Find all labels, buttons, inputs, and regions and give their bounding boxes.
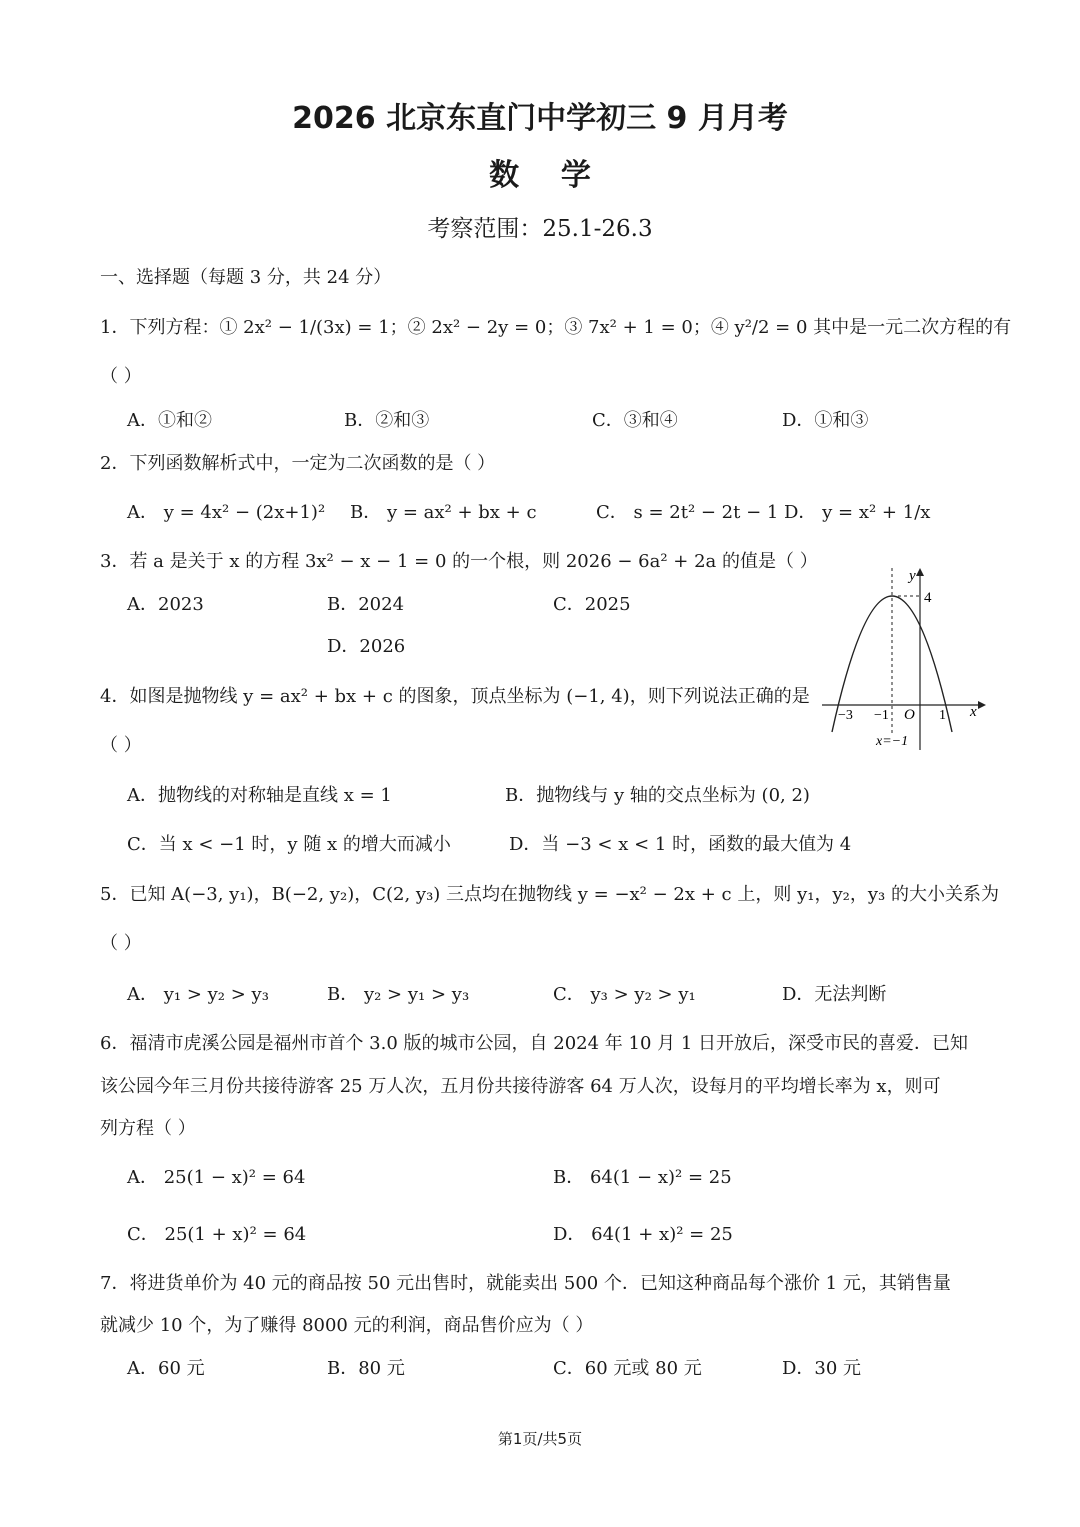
question-5-option-c: C． y₃ > y₂ > y₁ <box>553 984 696 1005</box>
y-axis-label: y <box>909 568 916 584</box>
question-3-stem: 3．若 a 是关于 x 的方程 3x² − x − 1 = 0 的一个根，则 2026 − 6a² + 2a 的值是（ ） <box>100 551 818 572</box>
question-4-option-b: B．抛物线与 y 轴的交点坐标为 (0, 2) <box>505 785 810 806</box>
y-axis-arrow <box>916 568 924 576</box>
question-1-option-c: C．③和④ <box>592 410 678 431</box>
page-footer: 第1页/共5页 <box>497 1430 583 1448</box>
question-7-line-1: 7．将进货单价为 40 元的商品按 50 元出售时，就能卖出 500 个．已知这种商品每个涨价 1 元，其销售量 <box>100 1273 951 1294</box>
question-3-option-a: A．2023 <box>127 594 204 615</box>
question-1-stem: 1．下列方程：① 2x² − 1/(3x) = 1；② 2x² − 2y = 0；③ 7x² + 1 = 0；④ y²/2 = 0 其中是一元二次方程的有 <box>100 317 1012 338</box>
question-5-option-a: A． y₁ > y₂ > y₃ <box>127 984 269 1005</box>
parabola-graph <box>818 560 990 760</box>
question-2-stem: 2．下列函数解析式中，一定为二次函数的是（ ） <box>100 453 496 474</box>
question-6-option-a: A． 25(1 − x)² = 64 <box>127 1167 306 1188</box>
exam-title: 2026 北京东直门中学初三 9 月月考 <box>292 101 788 136</box>
question-2-option-a: A． y = 4x² − (2x+1)² <box>127 502 326 523</box>
question-4-option-d: D．当 −3 < x < 1 时，函数的最大值为 4 <box>509 834 852 855</box>
question-1-paren: （ ） <box>100 366 142 387</box>
question-2-option-c: C． s = 2t² − 2t − 1 <box>596 502 779 523</box>
question-5-option-d: D．无法判断 <box>782 984 887 1005</box>
question-4-option-a: A．抛物线的对称轴是直线 x = 1 <box>127 785 392 806</box>
question-7-line-2: 就减少 10 个，为了赚得 8000 元的利润，商品售价应为（ ） <box>100 1315 594 1336</box>
exam-scope: 考察范围：25.1-26.3 <box>427 216 653 242</box>
symmetry-axis-label: x=−1 <box>876 734 909 749</box>
section-heading: 一、选择题（每题 3 分，共 24 分） <box>100 267 392 288</box>
question-6-line-3: 列方程（ ） <box>100 1118 196 1139</box>
tick-label-neg1: −1 <box>874 708 889 723</box>
question-7-option-b: B．80 元 <box>327 1358 405 1379</box>
question-4-stem: 4．如图是抛物线 y = ax² + bx + c 的图象，顶点坐标为 (−1, 4)，则下列说法正确的是 <box>100 686 810 707</box>
question-6-option-b: B． 64(1 − x)² = 25 <box>553 1167 732 1188</box>
question-5-stem: 5．已知 A(−3, y₁)，B(−2, y₂)，C(2, y₃) 三点均在抛物线 y = −x² − 2x + c 上，则 y₁，y₂，y₃ 的大小关系为 <box>100 884 999 905</box>
subject-title <box>0 150 1080 194</box>
question-4-option-c: C．当 x < −1 时，y 随 x 的增大而减小 <box>127 834 451 855</box>
question-6-line-2: 该公园今年三月份共接待游客 25 万人次，五月份共接待游客 64 万人次，设每月的平均增长率为 x，则可 <box>100 1076 941 1097</box>
subject-text: 数 学 <box>489 158 591 193</box>
question-1-option-b: B．②和③ <box>344 410 430 431</box>
question-4-paren: （ ） <box>100 735 142 756</box>
peak-value-label: 4 <box>924 590 932 606</box>
question-3-option-c: C．2025 <box>553 594 631 615</box>
question-7-option-c: C．60 元或 80 元 <box>553 1358 702 1379</box>
question-1-option-a: A．①和② <box>127 410 212 431</box>
question-3-option-d: D．2026 <box>327 636 406 657</box>
question-7-option-a: A．60 元 <box>127 1358 205 1379</box>
question-6-line-1: 6．福清市虎溪公园是福州市首个 3.0 版的城市公园，自 2024 年 10 月 1 日开放后，深受市民的喜爱．已知 <box>100 1033 969 1054</box>
origin-label: O <box>904 707 915 723</box>
question-3-option-b: B．2024 <box>327 594 405 615</box>
x-axis-arrow <box>978 701 986 709</box>
question-2-option-d: D． y = x² + 1/x <box>784 502 931 523</box>
question-6-option-d: D． 64(1 + x)² = 25 <box>553 1224 733 1245</box>
question-5-option-b: B． y₂ > y₁ > y₃ <box>327 984 470 1005</box>
tick-label-1: 1 <box>939 708 946 723</box>
x-axis-label: x <box>970 704 977 720</box>
question-5-paren: （ ） <box>100 933 142 954</box>
tick-label-neg3: −3 <box>838 708 853 723</box>
question-1-option-d: D．①和③ <box>782 410 869 431</box>
question-7-option-d: D．30 元 <box>782 1358 862 1379</box>
question-6-option-c: C． 25(1 + x)² = 64 <box>127 1224 307 1245</box>
question-2-option-b: B． y = ax² + bx + c <box>350 502 537 523</box>
